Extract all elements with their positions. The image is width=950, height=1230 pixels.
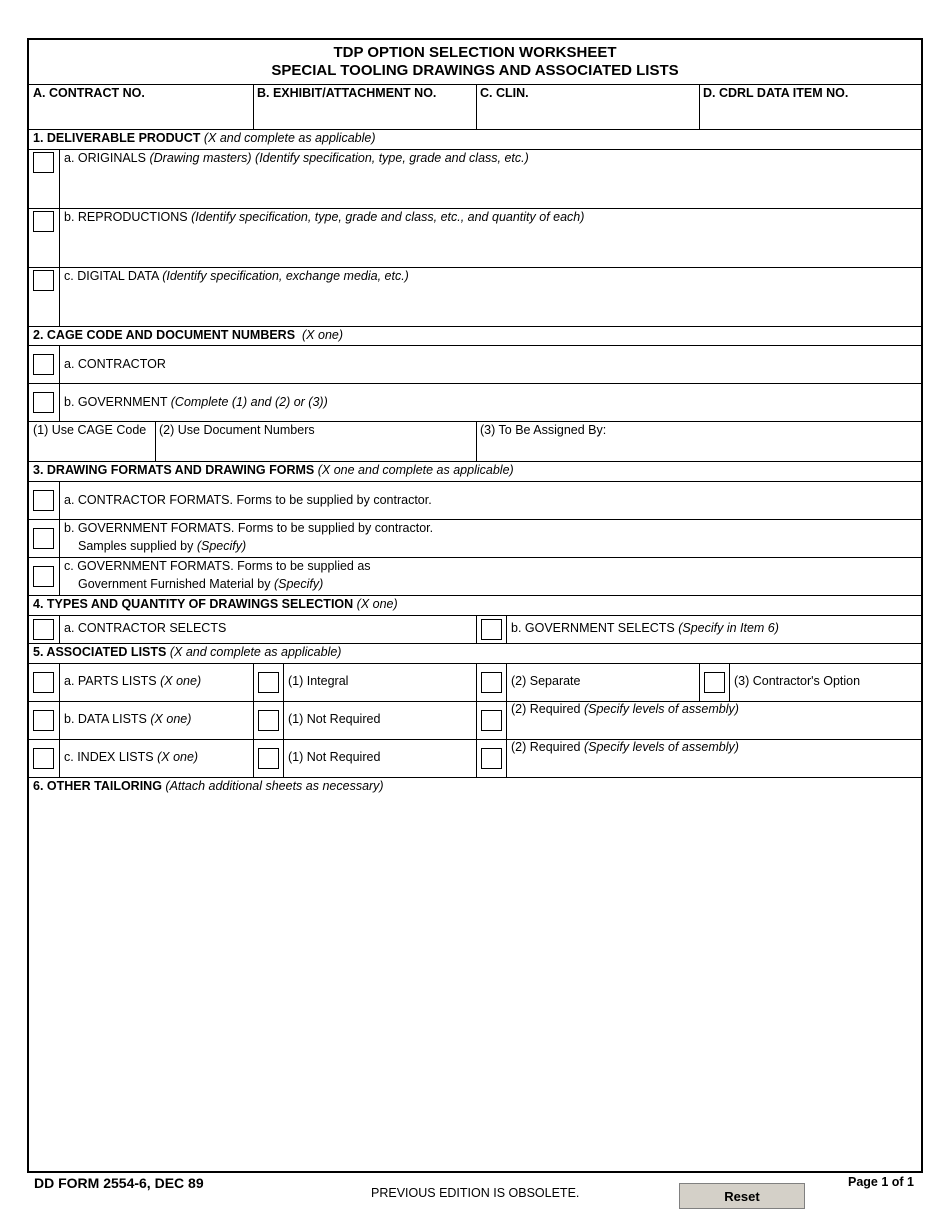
section1-heading: 1. DELIVERABLE PRODUCT (X and complete as applicable) <box>33 131 376 145</box>
index-not-required-label: (1) Not Required <box>288 750 381 764</box>
section5-heading: 5. ASSOCIATED LISTS (X and complete as applicable) <box>33 645 342 659</box>
contract-no-field[interactable] <box>33 104 249 126</box>
contractor-formats-checkbox[interactable] <box>33 490 54 511</box>
parts-integral-checkbox[interactable] <box>258 672 279 693</box>
to-be-assigned-label: (3) To Be Assigned By: <box>480 423 607 437</box>
reproductions-field[interactable] <box>64 227 914 263</box>
clin-field[interactable] <box>480 104 696 126</box>
index-required-checkbox[interactable] <box>481 748 502 769</box>
index-required-label: (2) Required (Specify levels of assembly) <box>511 740 739 754</box>
exhibit-field[interactable] <box>257 104 473 126</box>
reset-button[interactable]: Reset <box>679 1183 805 1209</box>
cage-contractor-label: a. CONTRACTOR <box>64 357 166 371</box>
page-number: Page 1 of 1 <box>848 1175 914 1189</box>
cage-government-checkbox[interactable] <box>33 392 54 413</box>
parts-contractor-option-label: (3) Contractor's Option <box>734 674 861 688</box>
parts-separate-label: (2) Separate <box>511 674 581 688</box>
government-formats-samples-field[interactable] <box>254 538 914 555</box>
government-formats-samples-label: Samples supplied by (Specify) <box>78 539 247 553</box>
contractor-formats-label: a. CONTRACTOR FORMATS. Forms to be supplied by contractor. <box>64 493 432 507</box>
government-furnished-by-field[interactable] <box>331 576 914 593</box>
clin-label: C. CLIN. <box>480 86 529 100</box>
government-furnished-checkbox[interactable] <box>33 566 54 587</box>
digital-data-label: c. DIGITAL DATA (Identify specification, exchange media, etc.) <box>64 269 409 283</box>
digital-data-checkbox[interactable] <box>33 270 54 291</box>
index-required-field[interactable] <box>511 757 916 774</box>
parts-contractor-option-checkbox[interactable] <box>704 672 725 693</box>
contractor-selects-label: a. CONTRACTOR SELECTS <box>64 621 227 635</box>
form-id: DD FORM 2554-6, DEC 89 <box>34 1175 204 1191</box>
section3-heading: 3. DRAWING FORMATS AND DRAWING FORMS (X one and complete as applicable) <box>33 463 514 477</box>
data-not-required-checkbox[interactable] <box>258 710 279 731</box>
exhibit-label: B. EXHIBIT/ATTACHMENT NO. <box>257 86 437 100</box>
index-not-required-checkbox[interactable] <box>258 748 279 769</box>
government-furnished-label: c. GOVERNMENT FORMATS. Forms to be supplied as <box>64 559 371 573</box>
cage-contractor-checkbox[interactable] <box>33 354 54 375</box>
government-selects-checkbox[interactable] <box>481 619 502 640</box>
data-lists-label: b. DATA LISTS (X one) <box>64 712 192 726</box>
government-selects-label: b. GOVERNMENT SELECTS (Specify in Item 6) <box>511 621 779 635</box>
parts-integral-label: (1) Integral <box>288 674 349 688</box>
cdrl-label: D. CDRL DATA ITEM NO. <box>703 86 849 100</box>
originals-field[interactable] <box>64 168 914 204</box>
cage-government-label: b. GOVERNMENT (Complete (1) and (2) or (3)) <box>64 395 328 409</box>
section4-heading: 4. TYPES AND QUANTITY OF DRAWINGS SELECTION (X one) <box>33 597 398 611</box>
parts-lists-label: a. PARTS LISTS (X one) <box>64 674 202 688</box>
other-tailoring-field[interactable] <box>33 797 915 1167</box>
data-required-field[interactable] <box>511 719 916 736</box>
use-cage-code-field[interactable] <box>33 440 151 458</box>
government-formats-checkbox[interactable] <box>33 528 54 549</box>
originals-label: a. ORIGINALS (Drawing masters) (Identify specification, type, grade and class, etc.) <box>64 151 529 165</box>
obsolete-note: PREVIOUS EDITION IS OBSOLETE. <box>371 1186 580 1200</box>
cdrl-field[interactable] <box>703 104 917 126</box>
to-be-assigned-field[interactable] <box>480 440 916 458</box>
reproductions-label: b. REPRODUCTIONS (Identify specification, type, grade and class, etc., and quantity of each) <box>64 210 585 224</box>
use-document-numbers-field[interactable] <box>159 440 471 458</box>
contractor-selects-checkbox[interactable] <box>33 619 54 640</box>
use-cage-code-label: (1) Use CAGE Code <box>33 423 147 437</box>
section6-heading: 6. OTHER TAILORING (Attach additional sheets as necessary) <box>33 779 384 793</box>
government-furnished-by-label: Government Furnished Material by (Specify) <box>78 577 324 591</box>
parts-separate-checkbox[interactable] <box>481 672 502 693</box>
originals-checkbox[interactable] <box>33 152 54 173</box>
form-title-line1: TDP OPTION SELECTION WORKSHEET <box>333 44 617 61</box>
data-required-label: (2) Required (Specify levels of assembly) <box>511 702 739 716</box>
government-formats-label: b. GOVERNMENT FORMATS. Forms to be supplied by contractor. <box>64 521 434 535</box>
data-not-required-label: (1) Not Required <box>288 712 381 726</box>
tdp-worksheet-form <box>27 38 923 1173</box>
contract-no-label: A. CONTRACT NO. <box>33 86 145 100</box>
data-lists-checkbox[interactable] <box>33 710 54 731</box>
index-lists-label: c. INDEX LISTS (X one) <box>64 750 199 764</box>
section2-heading: 2. CAGE CODE AND DOCUMENT NUMBERS (X one) <box>33 328 344 342</box>
parts-lists-checkbox[interactable] <box>33 672 54 693</box>
index-lists-checkbox[interactable] <box>33 748 54 769</box>
form-title-line2: SPECIAL TOOLING DRAWINGS AND ASSOCIATED LISTS <box>271 62 679 79</box>
use-document-numbers-label: (2) Use Document Numbers <box>159 423 315 437</box>
data-required-checkbox[interactable] <box>481 710 502 731</box>
reproductions-checkbox[interactable] <box>33 211 54 232</box>
digital-data-field[interactable] <box>64 286 914 322</box>
